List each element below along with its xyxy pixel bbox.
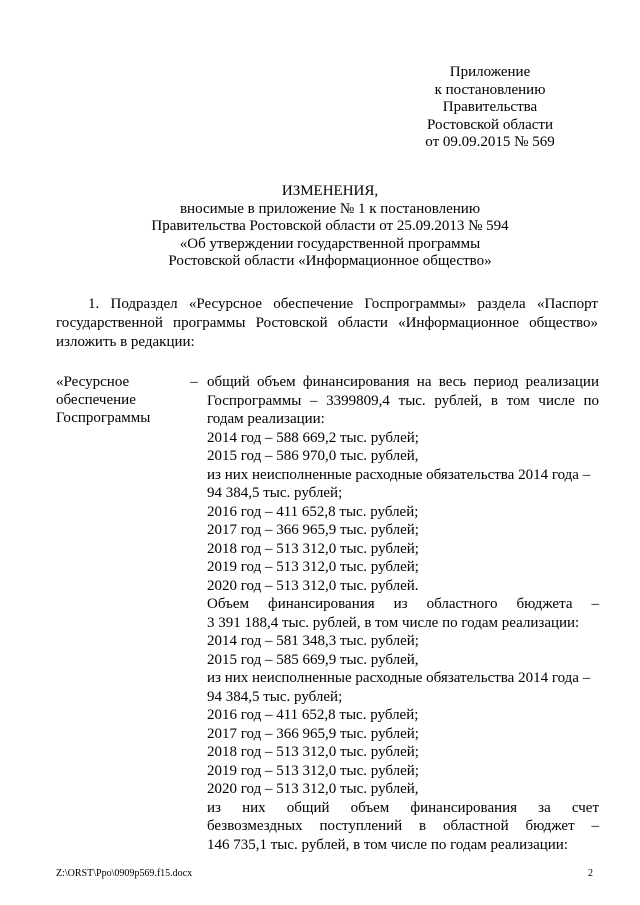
content-line: 2018 год – 513 312,0 тыс. рублей; <box>207 744 419 760</box>
footer-file-path: Z:\ORST\Ppo\0909p569.f15.docx <box>56 868 193 879</box>
content-line: годам реализации: <box>207 411 325 427</box>
content-line: безвозмездных поступлений в областной бюджет – <box>207 818 599 834</box>
appendix-line: к постановлению <box>434 81 546 98</box>
content-line: 2017 год – 366 965,9 тыс. рублей; <box>207 522 419 538</box>
content-line: 2018 год – 513 312,0 тыс. рублей; <box>207 540 419 557</box>
content-line: 146 735,1 тыс. рублей, в том числе по годам реализации: <box>207 836 568 853</box>
content-line: Объем финансирования из областного бюджета – <box>207 596 599 612</box>
content-line: 2014 год – 581 348,3 тыс. рублей; <box>207 633 419 649</box>
resource-table <box>56 373 601 853</box>
content-line: 2019 год – 513 312,0 тыс. рублей; <box>207 559 419 575</box>
content-line: 2014 год – 588 669,2 тыс. рублей; <box>207 429 419 446</box>
paragraph-line: изложить в редакции: <box>56 334 195 350</box>
content-line: 94 384,5 тыс. рублей; <box>207 485 343 501</box>
content-line: из них неисполненные расходные обязательства 2014 года – <box>207 670 591 686</box>
appendix-block <box>410 64 570 152</box>
paragraph-line: государственной программы Ростовской области «Информационное общество» <box>56 315 598 331</box>
content-line: 2019 год – 513 312,0 тыс. рублей; <box>207 762 419 779</box>
content-line: 2020 год – 513 312,0 тыс. рублей. <box>207 577 419 594</box>
label-line: обеспечение <box>56 392 136 408</box>
content-line: из них общий объем финансирования за счет <box>207 799 599 816</box>
appendix-line: Приложение <box>449 64 531 80</box>
content-line: 2020 год – 513 312,0 тыс. рублей, <box>207 781 419 797</box>
label-line: «Ресурсное <box>56 374 130 390</box>
appendix-line: Правительства <box>442 99 538 115</box>
heading-line: Правительства Ростовской области от 25.09.2013 № 594 <box>151 218 509 234</box>
document-heading <box>60 183 600 271</box>
separator-dash: – <box>190 374 198 390</box>
heading-title: ИЗМЕНЕНИЯ, <box>281 183 379 199</box>
content-line: 2015 год – 585 669,9 тыс. рублей, <box>207 651 419 668</box>
heading-line: вносимые в приложение № 1 к постановлению <box>179 200 481 217</box>
resource-content <box>207 373 599 854</box>
content-line: 2016 год – 411 652,8 тыс. рублей; <box>207 503 419 520</box>
content-line: 2015 год – 586 970,0 тыс. рублей, <box>207 448 419 464</box>
label-line: Госпрограммы <box>56 410 151 426</box>
content-line: 3 391 188,4 тыс. рублей, в том числе по годам реализации: <box>207 614 580 631</box>
appendix-line: от 09.09.2015 № 569 <box>425 134 555 150</box>
content-line: 2016 год – 411 652,8 тыс. рублей; <box>207 707 419 723</box>
content-line: из них неисполненные расходные обязательства 2014 года – <box>207 466 591 483</box>
appendix-line: Ростовской области <box>427 116 553 133</box>
paragraph-line: 1. Подраздел «Ресурсное обеспечение Госпрограммы» раздела «Паспорт <box>88 296 598 312</box>
content-line: общий объем финансирования на весь период реализации <box>207 374 599 390</box>
resource-label <box>56 373 186 427</box>
paragraph-1 <box>56 295 598 352</box>
content-line: 94 384,5 тыс. рублей; <box>207 688 343 705</box>
heading-line: «Об утверждении государственной программы <box>179 235 481 252</box>
page-number: 2 <box>588 868 593 879</box>
content-line: 2017 год – 366 965,9 тыс. рублей; <box>207 725 419 742</box>
heading-line: Ростовской области «Информационное общество» <box>168 253 492 269</box>
content-line: Госпрограммы – 3399809,4 тыс. рублей, в том числе по <box>207 392 599 409</box>
